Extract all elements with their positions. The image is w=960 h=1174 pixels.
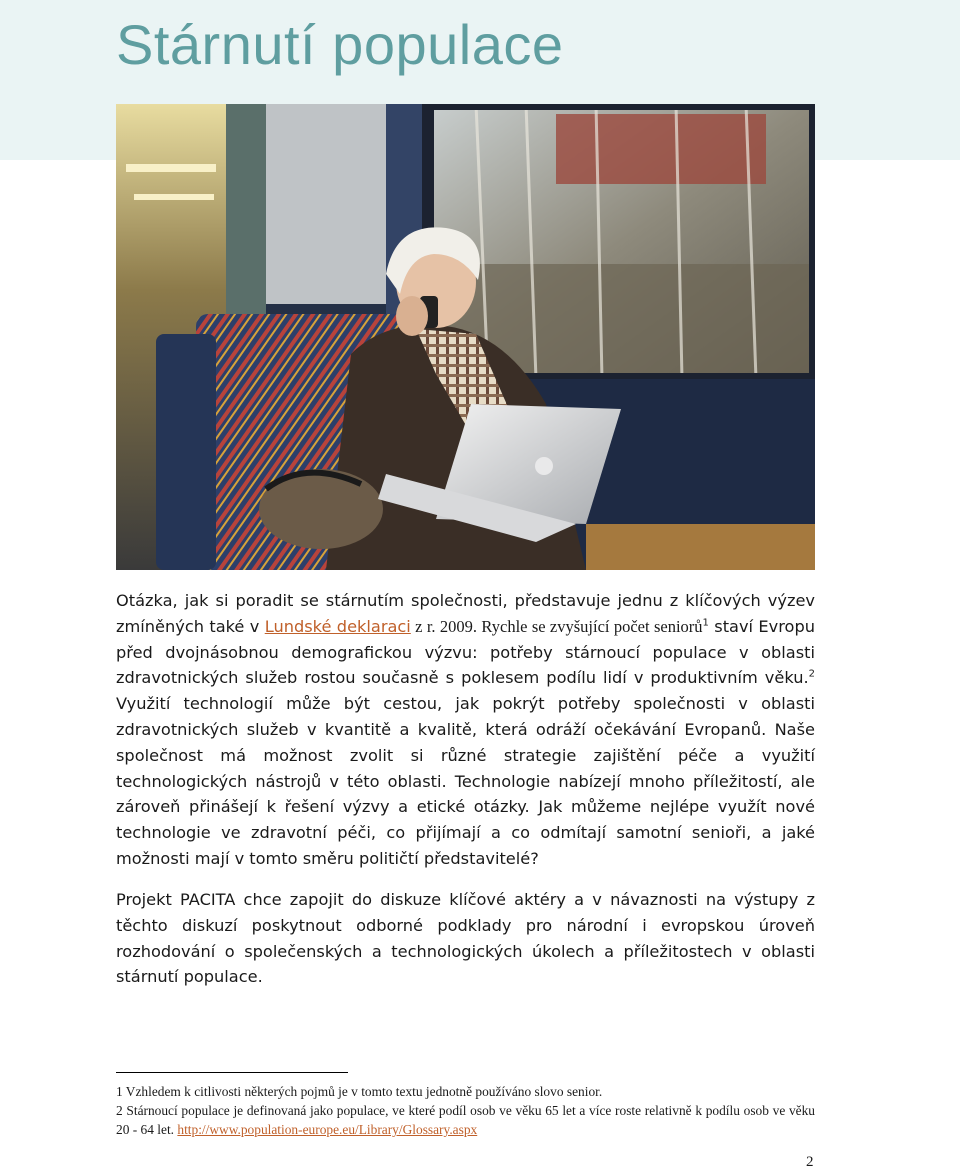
pacita-paragraph: Projekt PACITA chce zapojit do diskuze klíčové aktéry a v návaznosti na výstupy z těchto diskuzí poskytnout odborné podklady pro národní i evropskou úroveň rozhodování o společenských a technologických úkolech a příležitostech v oblasti stárnutí populace. bbox=[116, 890, 815, 987]
footnote-1-text: Vzhledem k citlivosti některých pojmů je v tomto textu jednotně používáno slovo senior. bbox=[122, 1084, 603, 1099]
footnote-1 bbox=[116, 1082, 815, 1101]
page-title: Stárnutí populace bbox=[116, 13, 564, 76]
footnote-2 bbox=[116, 1101, 815, 1139]
footnote-2-text: Stárnoucí populace je definovaná jako populace, ve které podíl osob ve věku 65 let a více roste relativně k podílu osob ve věku 20 - 64 let. bbox=[116, 1103, 815, 1137]
intro-paragraph bbox=[116, 588, 815, 872]
hero-photo bbox=[116, 104, 815, 570]
intro-technology-text: Využití technologií může být cestou, jak pokrýt potřeby společnosti v oblasti zdravotnických služeb v kvantitě a kvalitě, která odráží očekávání Evropanů. Naše společnost má možnost zvolit si různé strategie zajištění péče a využití technologických nástrojů v této oblasti. Technologie nabízejí mnoho příležitostí, ale zároveň přinášejí k řešení výzvy a etické otázky. Jak můžeme nejlépe využít nové technologie ve zdravotní péči, co přijímají a co odmítají samotní senioři, a jaké možnosti mají v tomto směru političtí představitelé? bbox=[116, 694, 815, 868]
footnote-1-number: 1 bbox=[116, 1084, 123, 1099]
footnote-divider bbox=[116, 1072, 348, 1073]
footnotes bbox=[116, 1082, 815, 1139]
footnote-ref-1[interactable]: 1 bbox=[702, 617, 709, 629]
footnote-2-number: 2 bbox=[116, 1103, 123, 1118]
page-number: 2 bbox=[806, 1154, 814, 1170]
intro-demographic-text: staví Evropu před dvojnásobnou demografickou výzvu: potřeby stárnoucí populace v oblasti zdravotnických služeb rostou současně s poklesem podílu lidí v produktivním věku. bbox=[116, 616, 815, 688]
intro-text: Otázka, jak si poradit se stárnutím společnosti, představuje jednu z klíčových výzev zmíněných také v bbox=[116, 591, 815, 636]
intro-seniors-text: Rychle se zvyšující počet seniorů bbox=[477, 616, 703, 636]
footnote-ref-2[interactable]: 2 bbox=[808, 669, 815, 680]
lund-declaration-link[interactable]: Lundské deklaraci bbox=[264, 616, 411, 636]
glossary-link[interactable]: http://www.population-europe.eu/Library/Glossary.aspx bbox=[177, 1122, 478, 1137]
intro-year: z r. 2009. bbox=[410, 616, 478, 636]
